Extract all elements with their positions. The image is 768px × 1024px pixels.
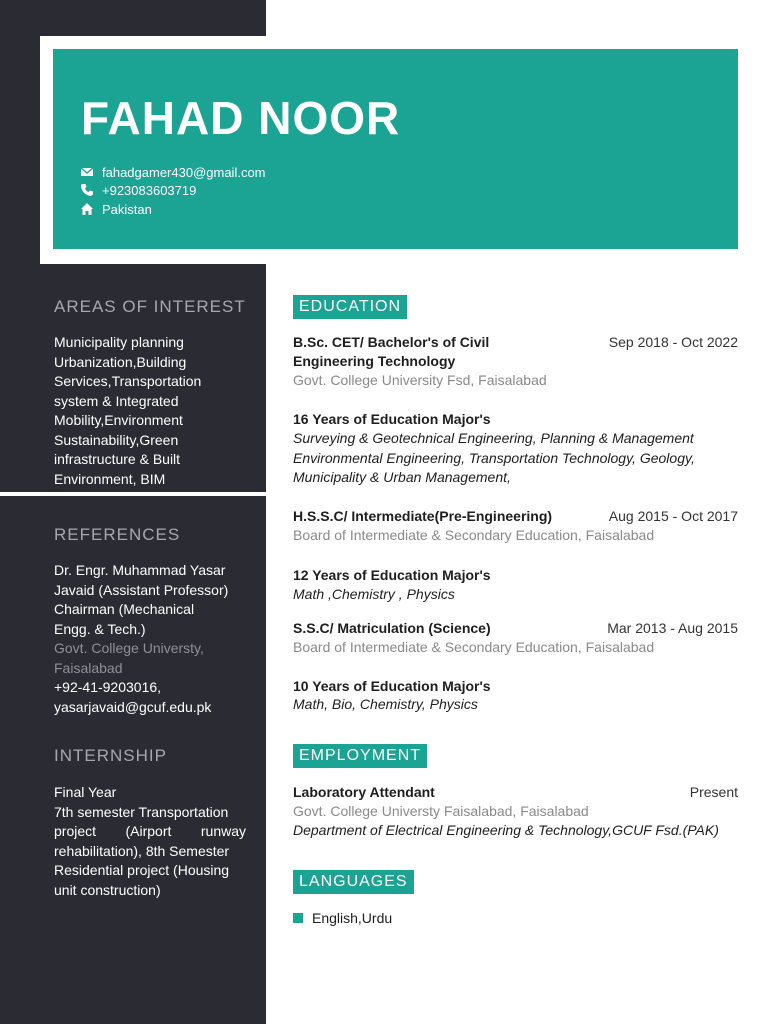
ssc-title: S.S.C/ Matriculation (Science) — [293, 620, 491, 636]
interest-line: Mobility,Environment — [54, 412, 183, 428]
hssc-majors-title: 12 Years of Education Major's — [293, 567, 491, 583]
reference-line: Faisalabad — [54, 659, 123, 676]
hssc-institution: Board of Intermediate & Secondary Education, Faisalabad — [293, 527, 655, 543]
hssc-title: H.S.S.C/ Intermediate(Pre-Engineering) — [293, 508, 553, 524]
contact-location-text: Pakistan — [102, 201, 152, 217]
reference-line: Javaid (Assistant Professor) — [54, 581, 229, 598]
job-employer: Govt. College Universty Faisalabad, Faisalabad — [293, 803, 589, 819]
interest-line: Services,Transportation — [54, 373, 202, 389]
employment-heading: EMPLOYMENT — [293, 744, 427, 768]
hssc-majors-text: Math ,Chemistry , Physics — [293, 586, 455, 602]
internship-line: project (Airport runway — [54, 823, 246, 839]
major-line: Surveying & Geotechnical Engineering, Planning & Management — [293, 430, 694, 446]
internship-line: unit construction) — [54, 881, 161, 898]
ssc-institution: Board of Intermediate & Secondary Education, Faisalabad — [293, 639, 655, 655]
reference-email[interactable]: yasarjavaid@gcuf.edu.pk — [54, 698, 212, 715]
language-item — [293, 910, 392, 926]
references-text — [54, 561, 246, 717]
language-text: English,Urdu — [312, 910, 393, 926]
areas-of-interest-text — [54, 333, 246, 489]
interest-line: Environment, BIM — [54, 470, 166, 487]
bsc-majors-title: 16 Years of Education Major's — [293, 411, 491, 427]
bsc-institution: Govt. College University Fsd, Faisalabad — [293, 372, 547, 388]
phone-icon — [80, 183, 94, 197]
internship-line: Final Year — [54, 784, 117, 800]
internship-text — [54, 783, 246, 900]
internship-line: Residential project (Housing — [54, 862, 230, 878]
internship-line: rehabilitation), 8th Semester — [54, 842, 230, 859]
job-department: Department of Electrical Engineering & Technology,GCUF Fsd.(PAK) — [293, 822, 719, 838]
interest-line: Municipality planning — [54, 334, 184, 350]
ssc-majors-text: Math, Bio, Chemistry, Physics — [293, 696, 478, 712]
reference-line: Govt. College Universty, — [54, 640, 204, 656]
education-heading: EDUCATION — [293, 295, 407, 319]
contact-location — [80, 200, 152, 218]
major-line: Municipality & Urban Management, — [293, 469, 511, 485]
bsc-title-line2: Engineering Technology — [293, 353, 456, 369]
reference-line: Chairman (Mechanical — [54, 601, 195, 617]
major-line: Environmental Engineering, Transportation Technology, Geology, — [293, 449, 695, 466]
references-heading: REFERENCES — [54, 525, 181, 544]
interest-line: Sustainability,Green — [54, 431, 179, 448]
reference-line: Dr. Engr. Muhammad Yasar — [54, 562, 226, 578]
header-banner — [53, 49, 738, 249]
languages-heading: LANGUAGES — [293, 870, 414, 894]
contact-phone-text: +923083603719 — [102, 182, 197, 198]
bullet-square-icon — [293, 913, 303, 923]
ssc-date: Mar 2013 - Aug 2015 — [607, 620, 738, 636]
contact-phone[interactable] — [80, 181, 196, 199]
envelope-icon — [80, 165, 94, 179]
contact-email[interactable] — [80, 163, 266, 181]
contact-email-text: fahadgamer430@gmail.com — [102, 164, 266, 180]
hssc-date: Aug 2015 - Oct 2017 — [608, 508, 738, 524]
interest-line: infrastructure & Built — [54, 451, 181, 467]
interest-line: system & Integrated — [54, 392, 179, 409]
job-title: Laboratory Attendant — [293, 784, 435, 800]
bsc-title-line1: B.Sc. CET/ Bachelor's of Civil — [293, 334, 490, 350]
job-date: Present — [689, 784, 738, 800]
areas-of-interest-heading: AREAS OF INTEREST — [54, 297, 246, 316]
sidebar-divider — [0, 492, 266, 496]
internship-heading: INTERNSHIP — [54, 746, 167, 765]
reference-line: Engg. & Tech.) — [54, 620, 146, 637]
bsc-majors-text — [293, 429, 743, 488]
internship-line: 7th semester Transportation — [54, 803, 229, 820]
interest-line: Urbanization,Building — [54, 353, 187, 370]
reference-phone[interactable]: +92-41-9203016, — [54, 679, 162, 695]
candidate-name: FAHAD NOOR — [81, 92, 401, 144]
bsc-date: Sep 2018 - Oct 2022 — [608, 334, 738, 350]
home-icon — [80, 202, 94, 216]
ssc-majors-title: 10 Years of Education Major's — [293, 678, 491, 694]
